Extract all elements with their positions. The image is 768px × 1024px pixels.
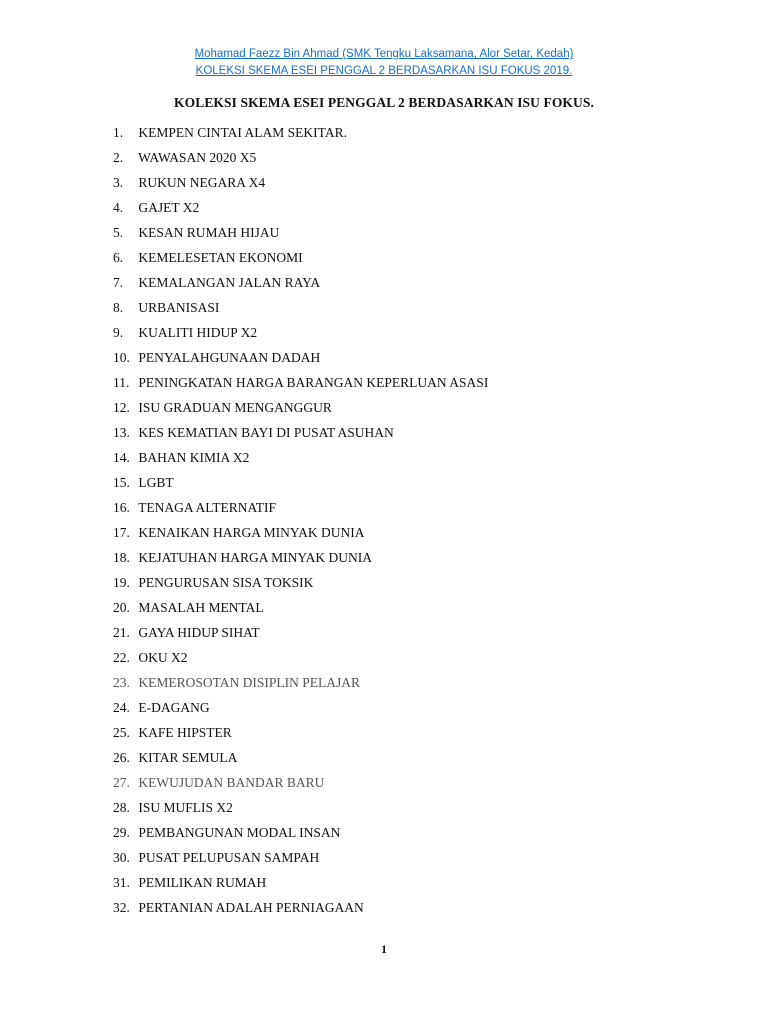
list-item [113,895,488,920]
item-text: RUKUN NEGARA X4 [138,175,266,190]
list-item [113,545,488,570]
item-text: WAWASAN 2020 X5 [138,150,257,165]
list-item [113,420,488,445]
item-number: 20. [113,600,130,615]
list-item [113,720,488,745]
item-number: 17. [113,525,130,540]
item-text: PEMBANGUNAN MODAL INSAN [138,825,341,840]
item-number: 24. [113,700,130,715]
list-item [113,245,488,270]
item-text: GAJET X2 [138,200,200,215]
list-item [113,320,488,345]
item-text: KEJATUHAN HARGA MINYAK DUNIA [138,550,372,565]
list-item [113,445,488,470]
author-link[interactable]: Mohamad Faezz Bin Ahmad (SMK Tengku Laksamana, Alor Setar, Kedah) [194,48,574,60]
list-item [113,120,488,145]
list-item [113,370,488,395]
item-text: PEMILIKAN RUMAH [138,875,267,890]
item-number: 18. [113,550,130,565]
item-text: KEWUJUDAN BANDAR BARU [138,775,325,790]
list-item [113,845,488,870]
item-text: PENYALAHGUNAAN DADAH [138,350,321,365]
collection-link[interactable]: KOLEKSI SKEMA ESEI PENGGAL 2 BERDASARKAN ISU FOKUS 2019. [195,65,573,77]
item-text: PENINGKATAN HARGA BARANGAN KEPERLUAN ASASI [138,375,489,390]
item-number: 5. [113,225,124,240]
item-number: 3. [113,175,124,190]
list-item [113,745,488,770]
list-item [113,170,488,195]
page-number: 1 [381,942,387,956]
item-text: MASALAH MENTAL [138,600,264,615]
item-number: 22. [113,650,130,665]
item-number: 1. [113,125,124,140]
list-item [113,145,488,170]
list-item [113,270,488,295]
list-item [113,645,488,670]
item-text: LGBT [138,475,174,490]
list-item [113,820,488,845]
item-number: 29. [113,825,130,840]
item-text: KITAR SEMULA [138,750,238,765]
item-text: KAFE HIPSTER [138,725,232,740]
item-text: ISU MUFLIS X2 [138,800,233,815]
item-number: 26. [113,750,130,765]
item-number: 14. [113,450,130,465]
list-item [113,670,488,695]
list-item [113,220,488,245]
item-number: 10. [113,350,130,365]
item-number: 11. [113,375,130,390]
list-item [113,495,488,520]
item-number: 9. [113,325,124,340]
item-text: GAYA HIDUP SIHAT [138,625,260,640]
item-number: 27. [113,775,130,790]
item-number: 6. [113,250,124,265]
item-text: TENAGA ALTERNATIF [138,500,277,515]
item-text: KEMELESETAN EKONOMI [138,250,303,265]
list-item [113,470,488,495]
item-text: E-DAGANG [138,700,210,715]
item-text: URBANISASI [138,300,220,315]
list-item [113,795,488,820]
item-number: 19. [113,575,130,590]
item-text: BAHAN KIMIA X2 [138,450,250,465]
item-text: PUSAT PELUPUSAN SAMPAH [138,850,320,865]
item-text: KEMPEN CINTAI ALAM SEKITAR. [138,125,347,140]
list-item [113,395,488,420]
list-item [113,595,488,620]
item-number: 2. [113,150,124,165]
item-text: KENAIKAN HARGA MINYAK DUNIA [138,525,365,540]
item-text: PENGURUSAN SISA TOKSIK [138,575,314,590]
item-text: PERTANIAN ADALAH PERNIAGAAN [138,900,364,915]
item-number: 12. [113,400,130,415]
item-number: 32. [113,900,130,915]
item-number: 25. [113,725,130,740]
item-number: 4. [113,200,124,215]
list-item [113,695,488,720]
item-number: 23. [113,675,130,690]
item-number: 8. [113,300,124,315]
list-item [113,195,488,220]
list-item [113,345,488,370]
item-text: KEMEROSOTAN DISIPLIN PELAJAR [138,675,361,690]
item-text: OKU X2 [138,650,188,665]
list-item [113,570,488,595]
item-number: 30. [113,850,130,865]
item-text: KES KEMATIAN BAYI DI PUSAT ASUHAN [138,425,394,440]
list-item [113,870,488,895]
list-item [113,620,488,645]
item-number: 7. [113,275,124,290]
topic-list [113,120,488,920]
item-number: 31. [113,875,130,890]
item-text: KEMALANGAN JALAN RAYA [138,275,321,290]
item-text: ISU GRADUAN MENGANGGUR [138,400,332,415]
item-text: KUALITI HIDUP X2 [138,325,258,340]
item-number: 15. [113,475,130,490]
item-number: 13. [113,425,130,440]
document-header [0,46,768,80]
list-item [113,295,488,320]
list-item [113,520,488,545]
item-text: KESAN RUMAH HIJAU [138,225,280,240]
item-number: 28. [113,800,130,815]
item-number: 16. [113,500,130,515]
item-number: 21. [113,625,130,640]
document-title: KOLEKSI SKEMA ESEI PENGGAL 2 BERDASARKAN ISU FOKUS. [174,95,594,110]
list-item [113,770,488,795]
